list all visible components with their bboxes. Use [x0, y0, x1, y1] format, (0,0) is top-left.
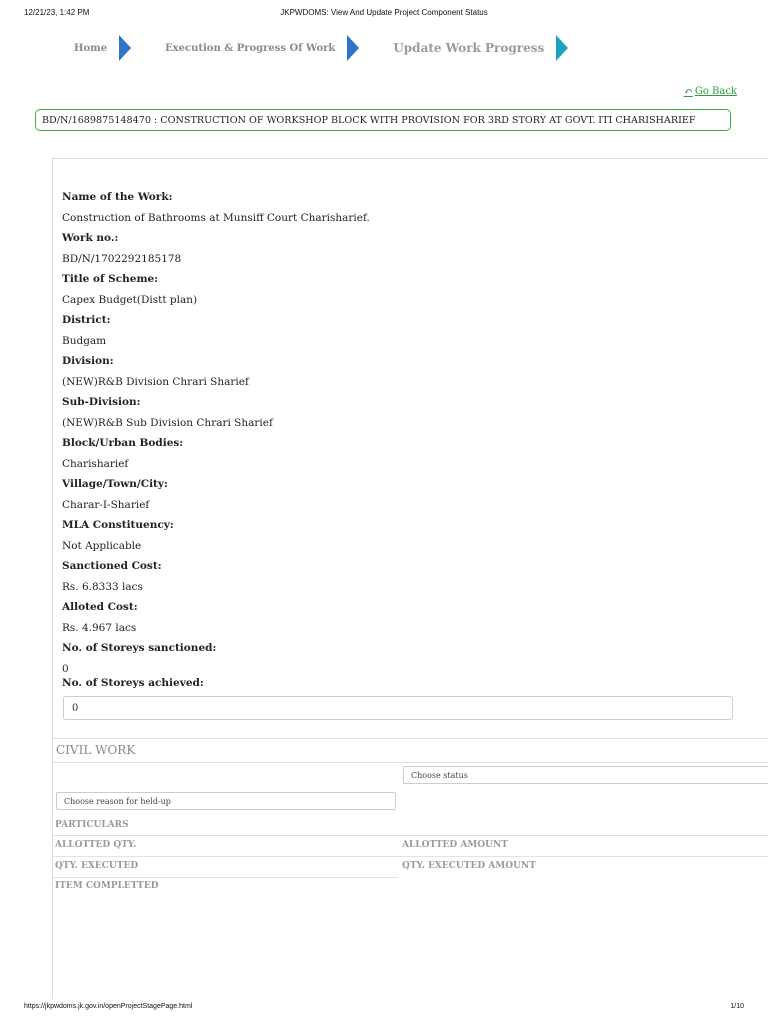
detail-label-sanctioned-cost: Sanctioned Cost: [62, 560, 162, 572]
print-page-title: JKPWDOMS: View And Update Project Component Status [280, 8, 488, 17]
breadcrumb-home-label[interactable]: Home [74, 42, 108, 54]
allotted-amount-label: ALLOTTED AMOUNT [402, 840, 508, 850]
detail-value-name: Construction of Bathrooms at Munsiff Court Charisharief. [62, 211, 370, 224]
chevron-right-icon [119, 35, 131, 61]
detail-label-block: Block/Urban Bodies: [62, 437, 184, 449]
storeys-achieved-label: No. of Storeys achieved: [62, 677, 204, 689]
allotted-qty-label: ALLOTTED QTY. [55, 840, 137, 850]
chevron-right-icon [347, 35, 359, 61]
qty-executed-label: QTY. EXECUTED [55, 861, 139, 871]
detail-label-sub-division: Sub-Division: [62, 396, 141, 408]
detail-label-district: District: [62, 314, 111, 326]
print-header [0, 8, 768, 22]
breadcrumb-update-progress[interactable] [359, 35, 568, 61]
detail-label-storeys-sanctioned: No. of Storeys sanctioned: [62, 642, 217, 654]
detail-label-scheme: Title of Scheme: [62, 273, 159, 285]
project-banner: BD/N/1689875148470 : CONSTRUCTION OF WORKSHOP BLOCK WITH PROVISION FOR 3RD STORY AT GOVT. ITI CHARISHARIEF [35, 109, 731, 131]
breadcrumb-update-progress-label[interactable]: Update Work Progress [393, 41, 545, 55]
breadcrumb-execution[interactable] [131, 35, 359, 61]
breadcrumb [40, 34, 568, 62]
breadcrumb-execution-label[interactable]: Execution & Progress Of Work [165, 42, 336, 54]
detail-label-division: Division: [62, 355, 114, 367]
breadcrumb-home[interactable] [40, 35, 131, 61]
print-datetime: 12/21/23, 1:42 PM [24, 8, 90, 17]
detail-label-name: Name of the Work: [62, 191, 173, 203]
divider [52, 762, 768, 763]
detail-value-sanctioned-cost: Rs. 6.8333 lacs [62, 580, 143, 593]
go-back-link[interactable] [684, 85, 737, 98]
detail-value-village: Charar-I-Sharief [62, 498, 150, 511]
detail-value-district: Budgam [62, 334, 107, 347]
detail-value-scheme: Capex Budget(Distt plan) [62, 293, 198, 306]
detail-value-block: Charisharief [62, 457, 129, 470]
work-details-list [62, 190, 742, 682]
detail-value-alloted-cost: Rs. 4.967 lacs [62, 621, 137, 634]
detail-label-alloted-cost: Alloted Cost: [62, 601, 138, 613]
detail-label-mla: MLA Constituency: [62, 519, 174, 531]
detail-value-sub-division: (NEW)R&B Sub Division Chrari Sharief [62, 416, 273, 429]
detail-label-work-no: Work no.: [62, 232, 119, 244]
detail-value-mla: Not Applicable [62, 539, 142, 552]
detail-label-village: Village/Town/City: [62, 478, 168, 490]
particulars-label: PARTICULARS [55, 820, 129, 830]
reply-icon: ↶ [683, 85, 693, 98]
go-back-label[interactable]: Go Back [694, 86, 737, 97]
qty-executed-amount-label: QTY. EXECUTED AMOUNT [402, 861, 536, 871]
held-up-reason-select[interactable]: Choose reason for held-up [56, 792, 396, 810]
storeys-achieved-input[interactable]: 0 [63, 696, 733, 720]
detail-value-division: (NEW)R&B Division Chrari Sharief [62, 375, 249, 388]
print-page-number: 1/10 [730, 1003, 744, 1010]
item-completed-label: ITEM COMPLETTED [55, 881, 159, 891]
detail-value-work-no: BD/N/1702292185178 [62, 252, 182, 265]
status-select[interactable]: Choose status [403, 766, 768, 784]
civil-work-title: CIVIL WORK [52, 738, 768, 762]
detail-value-storeys-sanctioned: 0 [62, 662, 69, 675]
print-url: https://jkpwdoms.jk.gov.in/openProjectStagePage.html [24, 1003, 193, 1010]
chevron-right-icon [556, 35, 568, 61]
